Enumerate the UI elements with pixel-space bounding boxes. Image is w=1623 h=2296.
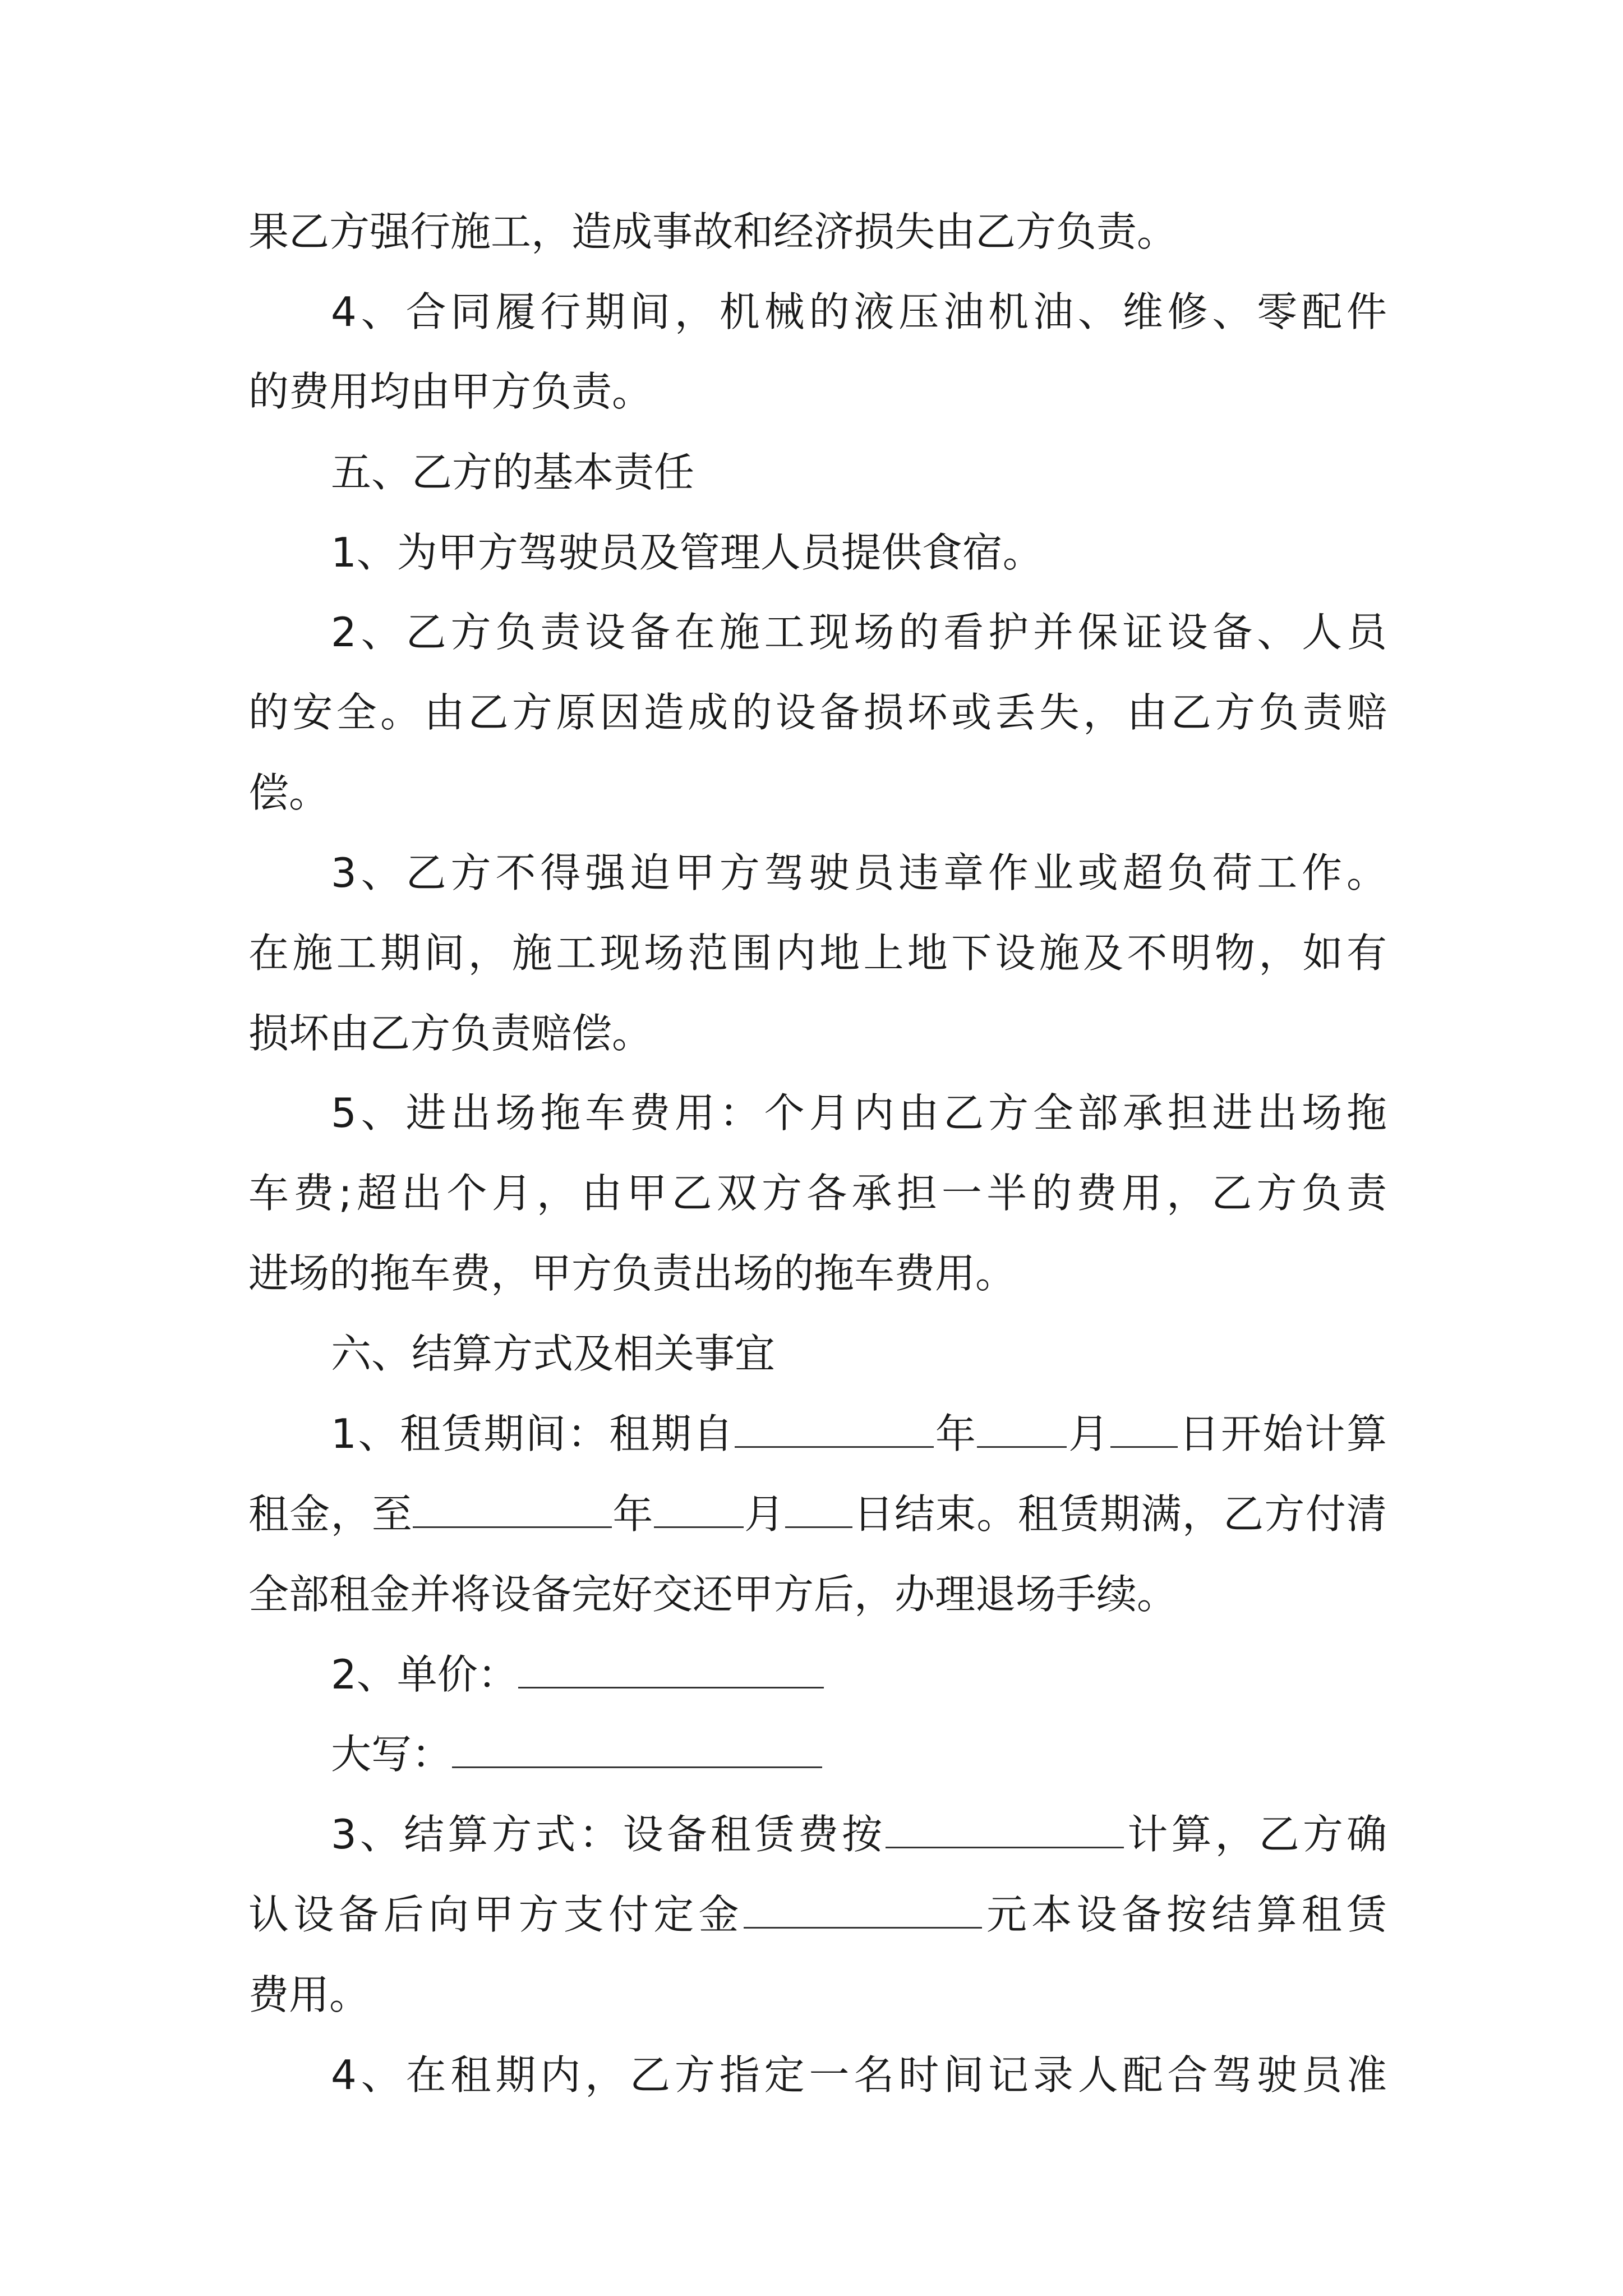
deposit-prefix: 认设备后向甲方支付定金	[248, 1891, 744, 1938]
paragraph-line: 3、乙方不得强迫甲方驾驶员违章作业或超负荷工作。	[331, 849, 1387, 896]
paragraph-line: 5、进出场拖车费用：个月内由乙方全部承担进出场拖	[331, 1089, 1387, 1137]
settlement-middle: 计算，乙方确	[1124, 1811, 1387, 1858]
section-heading: 五、乙方的基本责任	[331, 449, 695, 496]
end-day-blank	[785, 1492, 852, 1528]
lease-start-prefix: 1、租赁期间：租期自	[331, 1410, 735, 1457]
paragraph-line: 费用。	[248, 1971, 370, 2018]
paragraph-line: 果乙方强行施工，造成事故和经济损失由乙方负责。	[248, 208, 1178, 255]
start-day-blank	[1110, 1411, 1178, 1448]
paragraph-line: 4、在租期内，乙方指定一名时间记录人配合驾驶员准	[331, 2051, 1387, 2099]
month-label: 月	[743, 1490, 786, 1538]
deposit-suffix: 元本设备按结算租赁	[981, 1891, 1387, 1938]
settlement-prefix: 3、结算方式：设备租赁费按	[331, 1811, 886, 1858]
paragraph-line: 的费用均由甲方负责。	[248, 368, 653, 415]
deposit-blank	[744, 1892, 982, 1929]
end-year-blank	[413, 1492, 612, 1528]
year-label: 年	[934, 1410, 978, 1457]
paragraph-line: 在施工期间，施工现场范围内地上地下设施及不明物，如有	[248, 930, 1387, 977]
settlement-line	[248, 1884, 1387, 1945]
settlement-line	[331, 1803, 1387, 1865]
paragraph-line: 2、乙方负责设备在施工现场的看护并保证设备、人员	[331, 609, 1387, 656]
unit-price-label: 2、单价：	[331, 1651, 518, 1698]
paragraph-line: 1、为甲方驾驶员及管理人员提供食宿。	[331, 529, 1043, 576]
lease-end-prefix: 租金，至	[248, 1490, 413, 1538]
paragraph-line: 4、合同履行期间，机械的液压油机油、维修、零配件	[331, 288, 1387, 335]
lease-period-line	[331, 1403, 1387, 1465]
paragraph-line: 的安全。由乙方原因造成的设备损坏或丢失，由乙方负责赔	[248, 689, 1387, 736]
start-year-blank	[735, 1411, 934, 1448]
year-label: 年	[612, 1490, 654, 1538]
settlement-basis-blank	[886, 1812, 1124, 1848]
paragraph-line: 车费;超出个月，由甲乙双方各承担一半的费用，乙方负责	[248, 1170, 1387, 1217]
lease-period-line	[248, 1483, 1387, 1545]
lease-end-suffix: 日结束。租赁期满，乙方付清	[852, 1490, 1387, 1538]
paragraph-line: 进场的拖车费，甲方负责出场的拖车费用。	[248, 1250, 1016, 1297]
uppercase-price-blank	[452, 1732, 822, 1768]
unit-price-blank	[518, 1652, 824, 1688]
month-label: 月	[1067, 1410, 1110, 1457]
uppercase-price-line	[331, 1723, 1387, 1785]
section-heading: 六、结算方式及相关事宜	[331, 1330, 776, 1377]
uppercase-label: 大写：	[331, 1731, 453, 1778]
paragraph-line: 损坏由乙方负责赔偿。	[248, 1010, 653, 1057]
start-month-blank	[977, 1411, 1067, 1448]
end-month-blank	[654, 1492, 744, 1528]
unit-price-line	[331, 1644, 1387, 1705]
lease-start-suffix: 日开始计算	[1177, 1410, 1387, 1457]
paragraph-line: 偿。	[248, 769, 330, 816]
paragraph-line: 全部租金并将设备完好交还甲方后，办理退场手续。	[248, 1571, 1178, 1618]
